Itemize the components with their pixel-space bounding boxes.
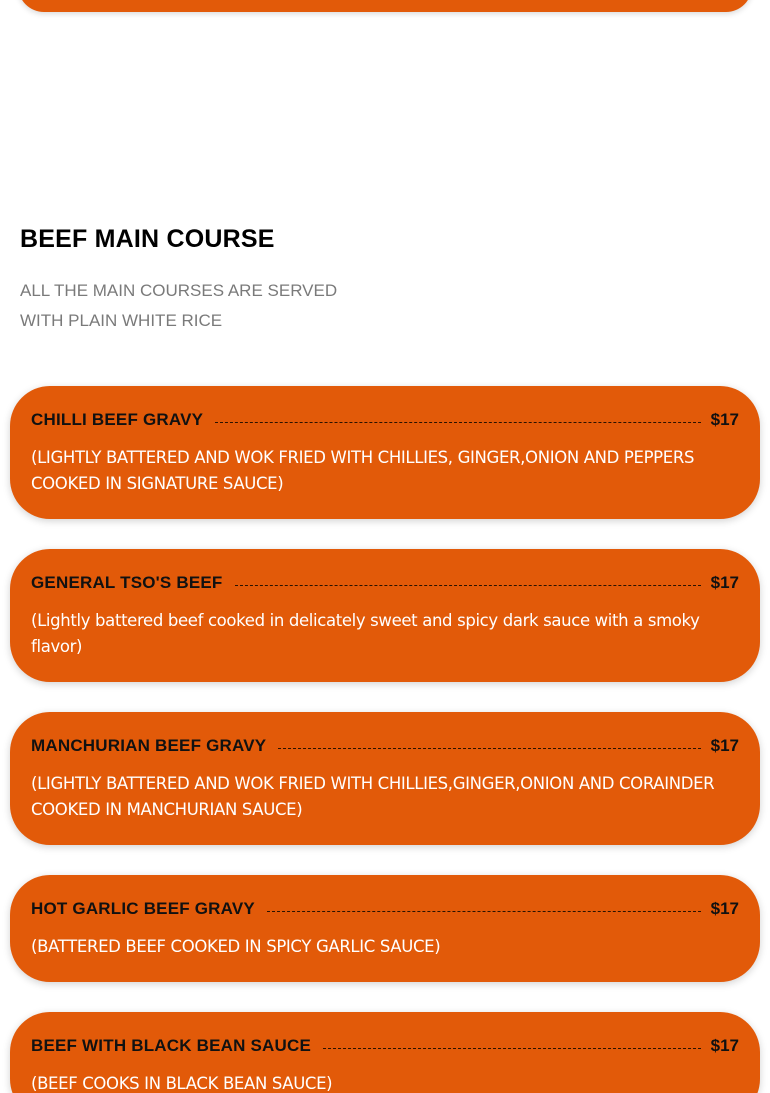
menu-item-price: $17 [710,1036,739,1055]
menu-item-description: (BATTERED BEEF COOKED IN SPICY GARLIC SAUCE) [31,937,441,956]
menu-item-header [31,899,739,919]
section-title: BEEF MAIN COURSE [20,225,275,253]
dotted-leader [323,1048,701,1049]
menu-item-hot-garlic-beef-gravy [10,875,760,982]
menu-item-beef-with-black-bean-sauce [10,1012,760,1093]
menu-item-description: (BEEF COOKS IN BLACK BEAN SAUCE) [31,1074,333,1093]
menu-list [10,386,760,1093]
menu-item-header [31,736,739,756]
dotted-leader [267,911,701,912]
menu-item-name: CHILLI BEEF GRAVY [31,410,204,429]
menu-item-description: (Lightly battered beef cooked in delicately sweet and spicy dark sauce with a smoky flavor) [31,611,700,656]
menu-item-header [31,573,739,593]
menu-item-header [31,1036,739,1056]
menu-item-header [31,410,739,430]
menu-item-price: $17 [710,573,739,592]
menu-item-price: $17 [710,899,739,918]
menu-item-name: GENERAL TSO'S BEEF [31,573,223,592]
menu-item-price: $17 [710,736,739,755]
menu-item-name: HOT GARLIC BEEF GRAVY [31,899,255,918]
menu-item-manchurian-beef-gravy [10,712,760,845]
previous-menu-item-card [18,0,752,12]
dotted-leader [215,422,700,423]
section-subtitle: ALL THE MAIN COURSES ARE SERVED WITH PLAIN WHITE RICE [20,281,338,330]
menu-item-chilli-beef-gravy [10,386,760,519]
menu-item-name: BEEF WITH BLACK BEAN SAUCE [31,1036,312,1055]
menu-item-price: $17 [710,410,739,429]
menu-item-general-tsos-beef [10,549,760,682]
dotted-leader [278,748,700,749]
dotted-leader [235,585,701,586]
menu-item-description: (LIGHTLY BATTERED AND WOK FRIED WITH CHILLIES, GINGER,ONION AND PEPPERS COOKED IN SIGNATURE SAUCE) [31,448,695,493]
menu-item-name: MANCHURIAN BEEF GRAVY [31,736,267,755]
menu-item-description: (LIGHTLY BATTERED AND WOK FRIED WITH CHILLIES,GINGER,ONION AND CORAINDER COOKED IN MANCHURIAN SAUCE) [31,774,715,819]
